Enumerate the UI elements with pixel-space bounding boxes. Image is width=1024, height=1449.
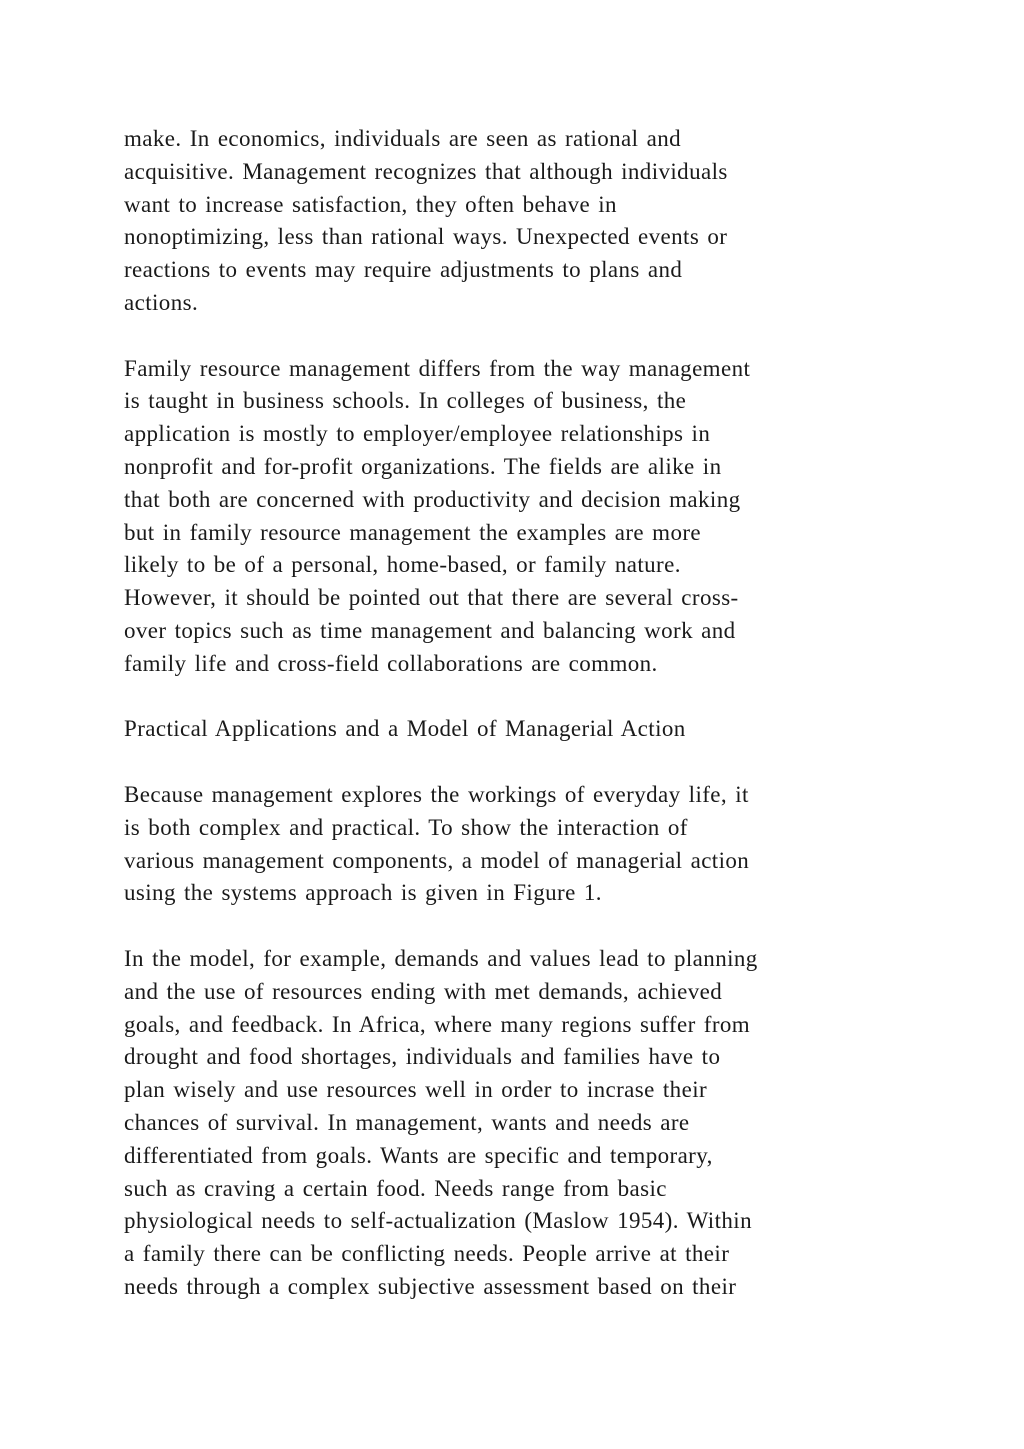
text-line: physiological needs to self-actualization (Maslow 1954). Within [124, 1208, 752, 1234]
text-line: that both are concerned with productivity and decision making [124, 486, 741, 512]
text-line: make. In economics, individuals are seen as rational and [124, 126, 682, 151]
text-line: differentiated from goals. Wants are specific and temporary, [124, 1142, 713, 1168]
text-line: In the model, for example, demands and values lead to planning [124, 945, 758, 971]
text-line: is taught in business schools. In colleges of business, the [124, 388, 687, 414]
paragraph-everyday-life [124, 779, 904, 910]
text-line: is both complex and practical. To show the interaction of [124, 814, 688, 840]
text-line: a family there can be conflicting needs. People arrive at their [124, 1241, 730, 1267]
text-line: Family resource management differs from the way management [124, 355, 751, 381]
text-line: However, it should be pointed out that there are several cross- [124, 585, 739, 611]
text-line: likely to be of a personal, home-based, or family nature. [124, 552, 681, 578]
text-line: reactions to events may require adjustments to plans and [124, 257, 683, 283]
text-line: over topics such as time management and balancing work and [124, 617, 736, 643]
text-line: plan wisely and use resources well in order to incrase their [124, 1077, 708, 1103]
text-line: needs through a complex subjective assessment based on their [124, 1273, 737, 1299]
text-line: family life and cross-field collaborations are common. [124, 650, 658, 676]
text-line: Because management explores the workings of everyday life, it [124, 781, 749, 807]
text-line: application is mostly to employer/employee relationships in [124, 421, 711, 447]
text-line: actions. [124, 289, 199, 315]
document-page [124, 123, 904, 1336]
text-line: nonoptimizing, less than rational ways. Unexpected events or [124, 224, 728, 250]
text-line: want to increase satisfaction, they often behave in [124, 191, 617, 217]
text-line: and the use of resources ending with met demands, achieved [124, 978, 723, 1004]
text-line: such as craving a certain food. Needs range from basic [124, 1175, 667, 1201]
section-heading: Practical Applications and a Model of Managerial Action [124, 716, 686, 742]
paragraph-family-resource-management [124, 353, 904, 681]
paragraph-economics [124, 123, 904, 320]
text-line: using the systems approach is given in Figure 1. [124, 880, 602, 906]
text-line: various management components, a model of managerial action [124, 847, 750, 873]
text-line: but in family resource management the examples are more [124, 519, 702, 545]
text-line: nonprofit and for-profit organizations. The fields are alike in [124, 453, 722, 479]
paragraph-model-example [124, 943, 904, 1304]
text-line: chances of survival. In management, wants and needs are [124, 1109, 690, 1135]
text-line: goals, and feedback. In Africa, where many regions suffer from [124, 1011, 751, 1037]
text-line: acquisitive. Management recognizes that although individuals [124, 158, 728, 184]
text-line: drought and food shortages, individuals and families have to [124, 1044, 721, 1070]
